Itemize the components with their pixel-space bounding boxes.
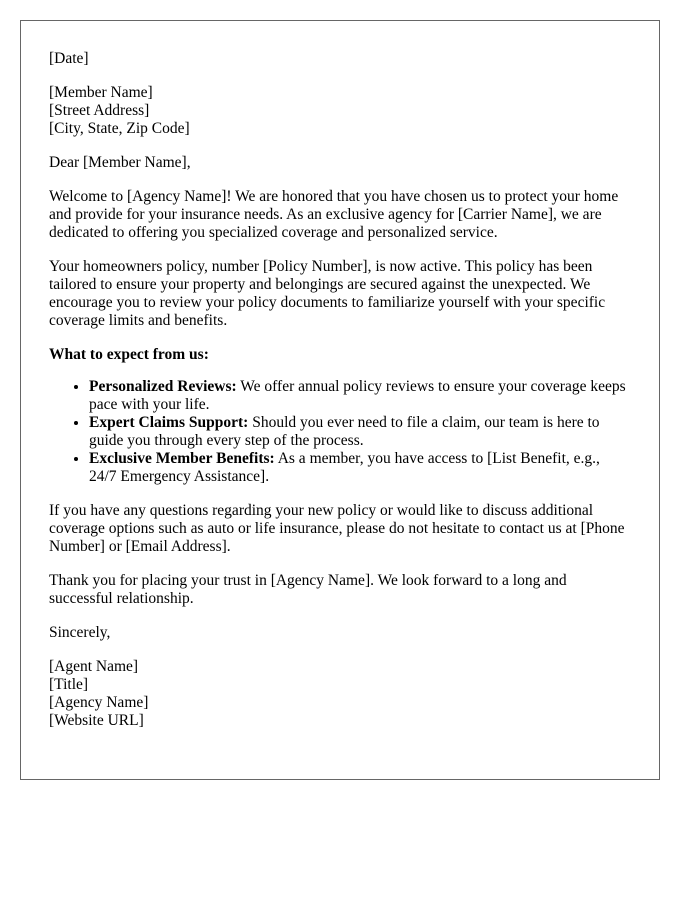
benefit-text: We offer annual policy reviews to ensure your coverage keeps pace with your life. <box>89 378 626 413</box>
agency-name: [Agency Name] <box>49 694 149 711</box>
closing: Sincerely, <box>49 624 111 641</box>
recipient-city: [City, State, Zip Code] <box>49 120 190 137</box>
benefit-item <box>89 414 631 450</box>
benefit-text: Should you ever need to file a claim, our team is here to guide you through every step of the process. <box>89 414 600 449</box>
recipient-name: [Member Name] <box>49 84 153 101</box>
letter-date <box>49 50 631 68</box>
benefit-item <box>89 378 631 414</box>
benefit-title: Exclusive Member Benefits: <box>89 450 275 467</box>
agent-title: [Title] <box>49 676 89 693</box>
benefit-text: As a member, you have access to [List Benefit, e.g., 24/7 Emergency Assistance]. <box>89 450 600 485</box>
date-text: [Date] <box>49 50 89 67</box>
welcome-paragraph: Welcome to [Agency Name]! We are honored that you have chosen us to protect your home and provide for your insurance needs. As an exclusive agency for [Carrier Name], we are dedicated to offering you specialized coverage and personalized service. <box>49 188 619 241</box>
recipient-street: [Street Address] <box>49 102 150 119</box>
recipient-address <box>49 84 631 138</box>
questions-paragraph: If you have any questions regarding your new policy or would like to discuss additional coverage options such as auto or life insurance, please do not hesitate to contact us at [Phone Number] or [Email Address]. <box>49 502 625 555</box>
signature-block <box>49 658 631 730</box>
thanks-paragraph: Thank you for placing your trust in [Agency Name]. We look forward to a long and successful relationship. <box>49 572 567 607</box>
benefit-title: Personalized Reviews: <box>89 378 237 395</box>
benefit-item <box>89 450 631 486</box>
letter-page <box>20 20 660 780</box>
salutation: Dear [Member Name], <box>49 154 191 171</box>
website-url: [Website URL] <box>49 712 144 729</box>
expect-heading: What to expect from us: <box>49 346 209 363</box>
policy-paragraph: Your homeowners policy, number [Policy Number], is now active. This policy has been tailored to ensure your property and belongings are secured against the unexpected. We encourage you to review your policy documents to familiarize yourself with your specific coverage limits and benefits. <box>49 258 606 329</box>
benefit-title: Expert Claims Support: <box>89 414 249 431</box>
benefits-list <box>49 378 631 486</box>
agent-name: [Agent Name] <box>49 658 139 675</box>
